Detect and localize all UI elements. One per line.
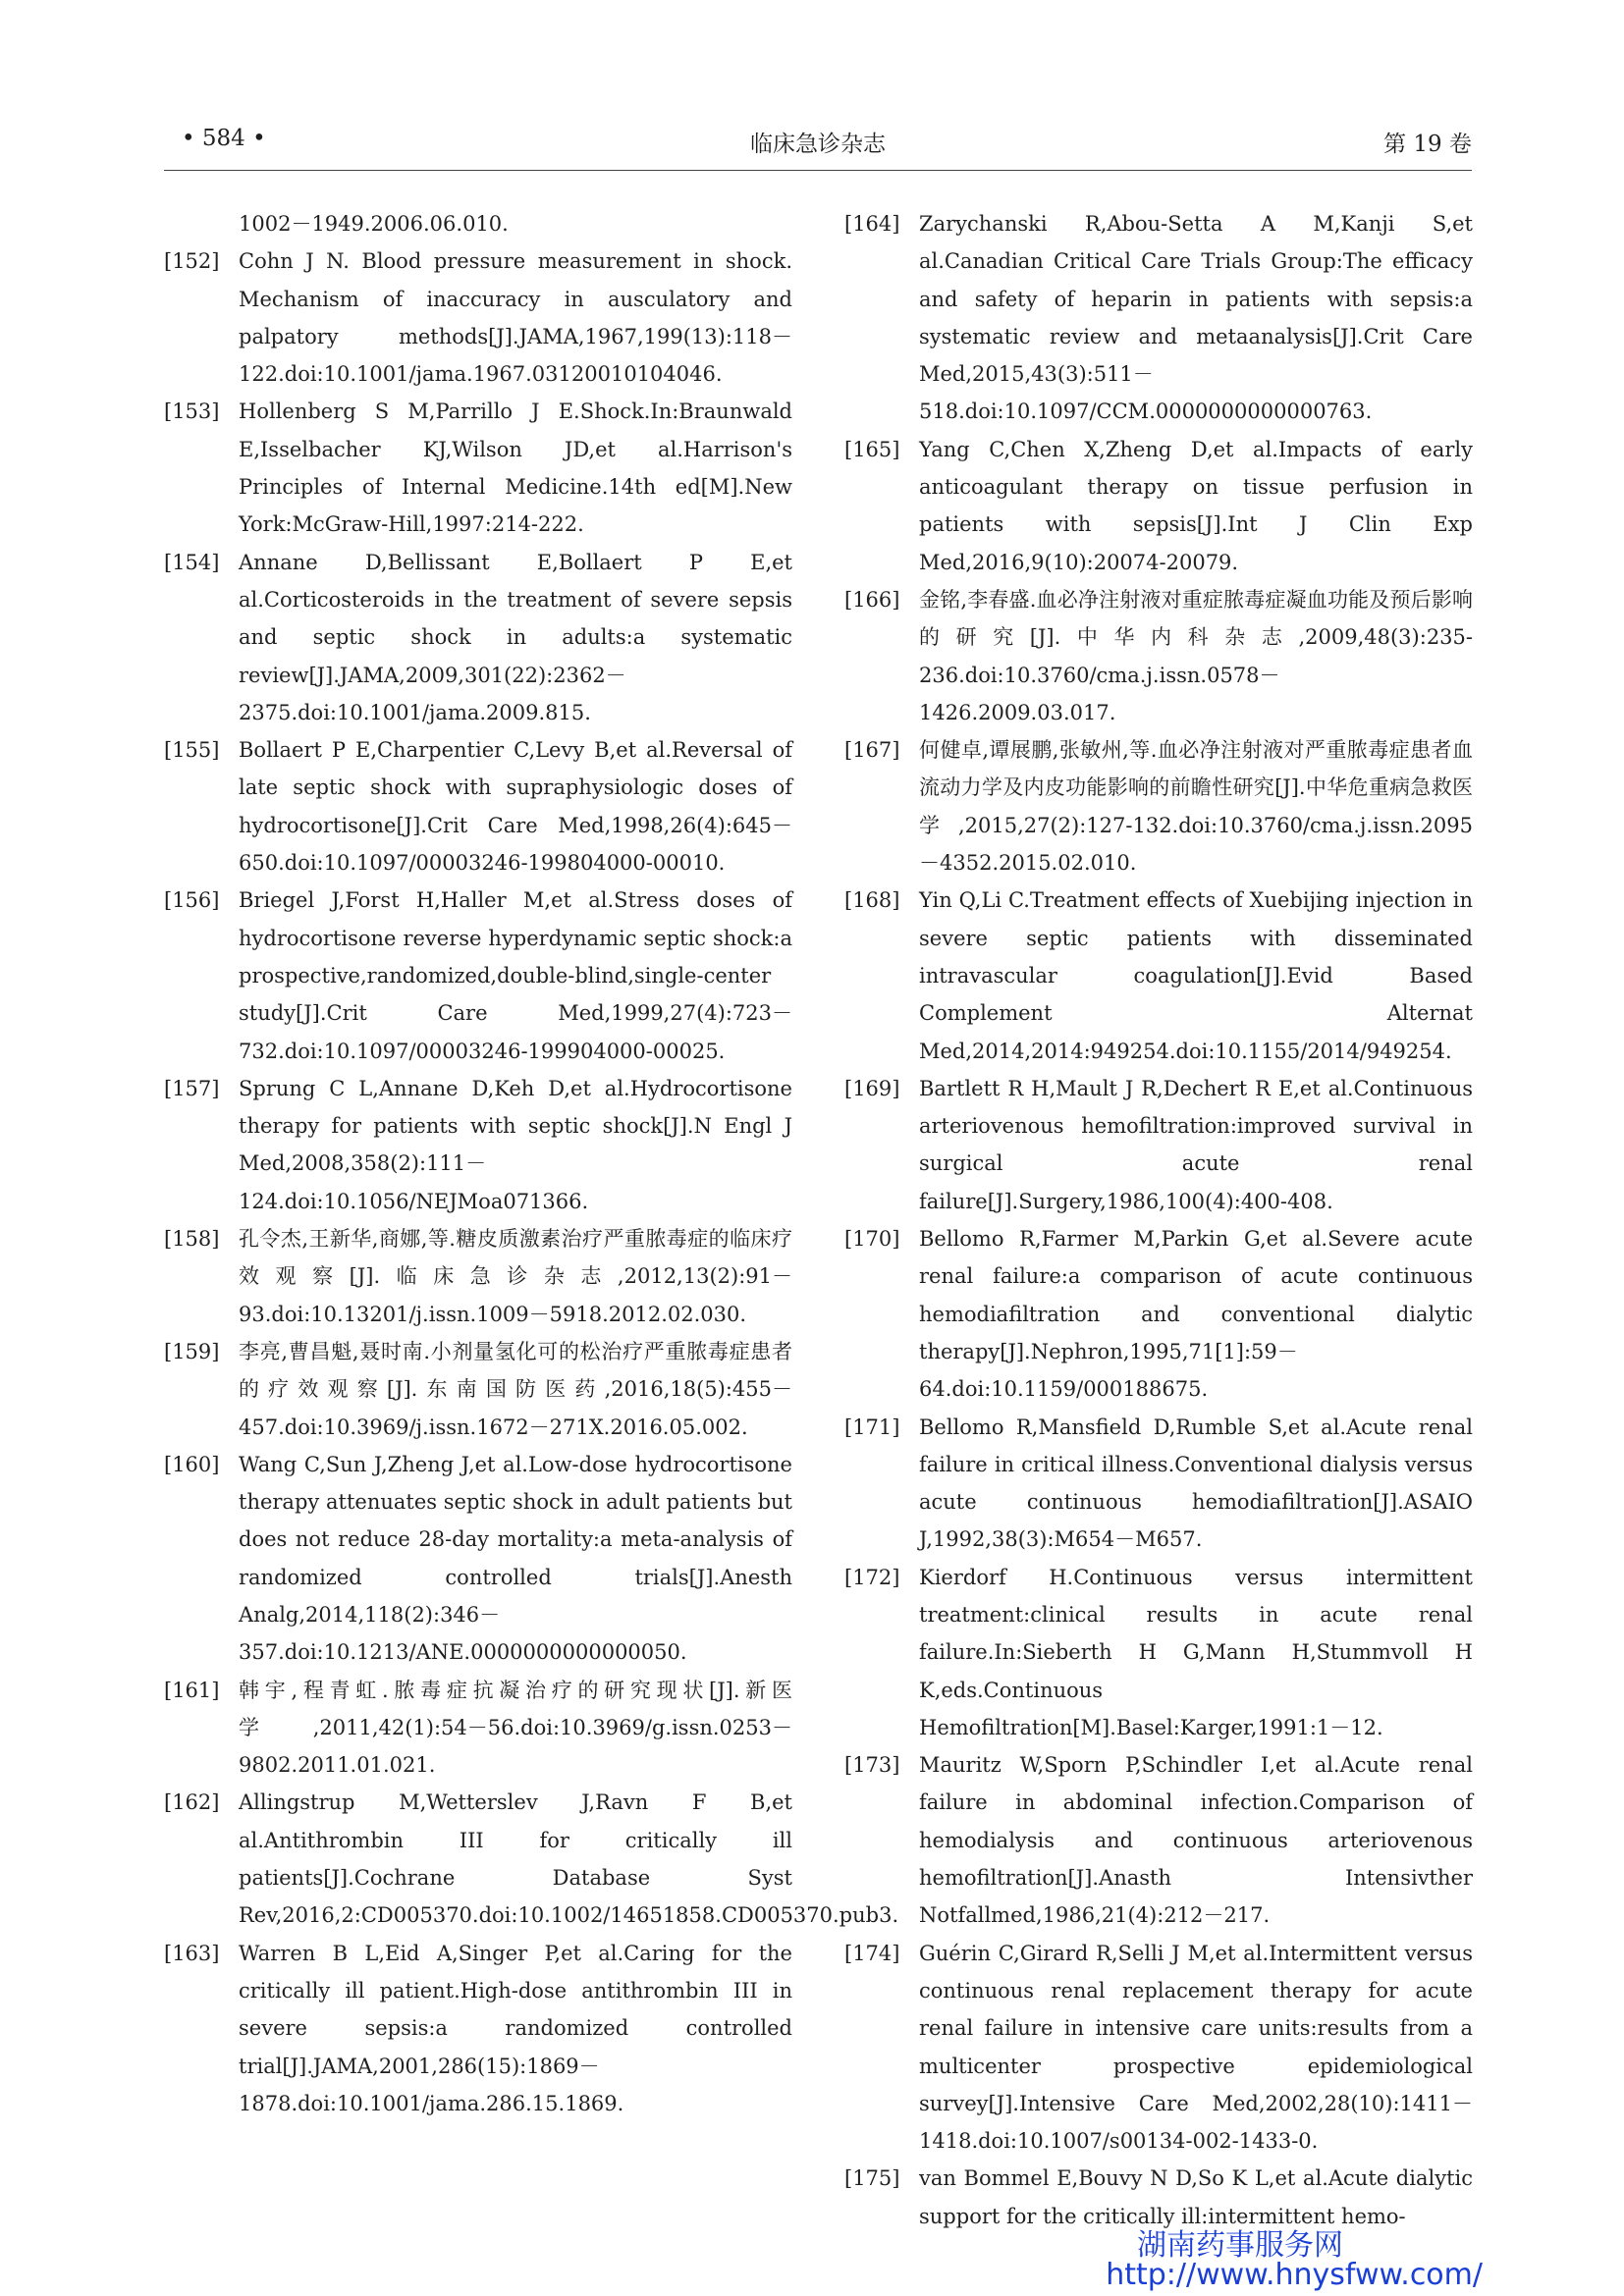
reference-text: 孔令杰,王新华,商娜,等.糖皮质激素治疗严重脓毒症的临床疗效观察[J].临床急诊杂志,2012,13(2):91－93.doi:10.13201/j.issn.1009－5918.2012.02.030. [239,1227,792,1326]
reference-text: van Bommel E,Bouvy N D,So K L,et al.Acute dialytic support for the critically ill:intermittent hemo- [919,2166,1473,2228]
volume-label: 第 19 卷 [1383,132,1472,157]
reference-text: 李亮,曹昌魁,聂时南.小剂量氢化可的松治疗严重脓毒症患者的疗效观察[J].东南国防医药,2016,18(5):455－457.doi:10.3969/j.issn.1672－271X.2016.05.002. [239,1339,792,1439]
reference-entry [164,544,792,731]
page-number: • 584 • [182,126,266,151]
reference-text: Guérin C,Girard R,Selli J M,et al.Intermittent versus continuous renal replacement therapy for acute renal failure in intensive care units:results from a multicenter prospective epidemiological survey[J].Intensive Care Med,2002,28(10):1411－1418.doi:10.1007/s00134-002-1433-0. [919,1941,1473,2154]
reference-number: [157] [164,1076,220,1100]
reference-text: Allingstrup M,Wetterslev J,Ravn F B,et al.Antithrombin III for critically ill patients[J].Cochrane Database Syst Rev,2016,2:CD005370.doi:10.1002/14651858.CD005370.pub3. [239,1790,899,1928]
reference-text: Bollaert P E,Charpentier C,Levy B,et al.Reversal of late septic shock with supraphysiologic doses of hydrocortisone[J].Crit Care Med,1998,26(4):645－650.doi:10.1097/00003246-199804000-00010. [239,738,792,876]
reference-number: [167] [844,738,900,763]
reference-text: Wang C,Sun J,Zheng J,et al.Low-dose hydrocortisone therapy attenuates septic shock in adult patients but does not reduce 28-day mortality:a meta-analysis of randomized controlled trials[J].Anesth Analg,2014,118(2):346－357.doi:10.1213/ANE.0000000000000050. [239,1452,792,1665]
reference-text: Zarychanski R,Abou-Setta A M,Kanji S,et al.Canadian Critical Care Trials Group:The efficacy and safety of heparin in patients with sepsis:a systematic review and metaanalysis[J].Crit Care Med,2015,43(3):511－518.doi:10.1097/CCM.0000000000000763. [919,212,1473,424]
reference-text: Bartlett R H,Mault J R,Dechert R E,et al.Continuous arteriovenous hemofiltration:improved survival in surgical acute renal failure[J].Surgery,1986,100(4):400-408. [919,1076,1473,1213]
reference-entry [164,205,792,242]
reference-entry [164,1070,792,1220]
reference-number: [163] [164,1941,220,1965]
reference-entry [164,242,792,393]
reference-entry [844,1409,1473,1559]
reference-number: [159] [164,1339,220,1363]
reference-number: [152] [164,249,220,274]
reference-entry [844,1070,1473,1220]
reference-text: 何健卓,谭展鹏,张敏州,等.血必净注射液对严重脓毒症患者血流动力学及内皮功能影响的前瞻性研究[J].中华危重病急救医学,2015,27(2):127-132.doi:10.3760/cma.j.issn.2095－4352.2015.02.010. [919,738,1473,876]
reference-number: [168] [844,888,900,913]
reference-entry [844,881,1473,1069]
reference-entry [844,431,1473,581]
reference-text: Cohn J N. Blood pressure measurement in shock. Mechanism of inaccuracy in ausculatory and palpatory methods[J].JAMA,1967,199(13):118－122.doi:10.1001/jama.1967.03120010104046. [239,249,792,387]
reference-text: Briegel J,Forst H,Haller M,et al.Stress doses of hydrocortisone reverse hyperdynamic septic shock:a prospective,randomized,double-blind,single-center study[J].Crit Care Med,1999,27(4):723－732.doi:10.1097/00003246-199904000-00025. [239,888,792,1063]
reference-text: Sprung C L,Annane D,Keh D,et al.Hydrocortisone therapy for patients with septic shock[J].N Engl J Med,2008,358(2):111－124.doi:10.1056/NEJMoa071366. [239,1076,792,1213]
page-header [164,126,1472,165]
reference-number: [172] [844,1565,900,1589]
reference-number: [156] [164,888,220,913]
reference-number: [153] [164,400,220,424]
reference-text: 1002－1949.2006.06.010. [239,212,509,236]
reference-entry [164,731,792,881]
journal-title: 临床急诊杂志 [750,132,886,157]
reference-number: [158] [164,1227,220,1252]
reference-number: [160] [164,1452,220,1476]
right-reference-column [844,205,1473,2235]
reference-entry [844,581,1473,731]
reference-entry [844,731,1473,881]
reference-text: Bellomo R,Mansfield D,Rumble S,et al.Acute renal failure in critical illness.Conventional dialysis versus acute continuous hemodiafiltration[J].ASAIO J,1992,38(3):M654－M657. [919,1415,1473,1552]
reference-number: [173] [844,1753,900,1778]
reference-number: [162] [164,1790,220,1815]
reference-text: Hollenberg S M,Parrillo J E.Shock.In:Braunwald E,Isselbacher KJ,Wilson JD,et al.Harrison's Principles of Internal Medicine.14th ed[M].New York:McGraw-Hill,1997:214-222. [239,400,792,537]
watermark-url[interactable]: http://www.hnysfww.com/ [1106,2258,1483,2292]
reference-number: [165] [844,437,900,461]
reference-text: Bellomo R,Farmer M,Parkin G,et al.Severe acute renal failure:a comparison of acute continuous hemodiafiltration and conventional dialytic therapy[J].Nephron,1995,71[1]:59－64.doi:10.1159/000188675. [919,1227,1473,1402]
reference-entry [164,1220,792,1333]
reference-text: Mauritz W,Sporn P,Schindler I,et al.Acute renal failure in abdominal infection.Comparison of hemodialysis and continuous arteriovenous hemofiltration[J].Anasth Intensivther Notfallmed,1986,21(4):212－217. [919,1753,1473,1928]
reference-entry [164,881,792,1069]
reference-number: [155] [164,738,220,763]
reference-entry [844,1746,1473,1934]
reference-number: [175] [844,2166,900,2191]
reference-entry [844,1935,1473,2161]
reference-number: [161] [164,1678,220,1702]
reference-text: Kierdorf H.Continuous versus intermittent treatment:clinical results in acute renal failure.In:Sieberth H G,Mann H,Stummvoll H K,eds.Continuous Hemofiltration[M].Basel:Karger,1991:1－12. [919,1565,1473,1739]
reference-entry [164,1784,899,1934]
reference-entry [164,393,792,543]
reference-number: [154] [164,550,220,574]
reference-number: [174] [844,1941,900,1965]
reference-text: Yin Q,Li C.Treatment effects of Xuebijing injection in severe septic patients with disseminated intravascular coagulation[J].Evid Based Complement Alternat Med,2014,2014:949254.doi:10.1155/2014/949254. [919,888,1473,1063]
reference-number: [164] [844,212,900,236]
reference-entry [844,205,1473,431]
reference-number: [171] [844,1415,900,1439]
reference-entry [844,1220,1473,1408]
reference-entry [164,1935,792,2122]
reference-text: Annane D,Bellissant E,Bollaert P E,et al.Corticosteroids in the treatment of severe sepsis and septic shock in adults:a systematic review[J].JAMA,2009,301(22):2362－2375.doi:10.1001/jama.2009.815. [239,550,792,724]
header-rule [164,170,1472,171]
reference-text: 韩宇,程青虹.脓毒症抗凝治疗的研究现状[J].新医学,2011,42(1):54－56.doi:10.3969/g.issn.0253－9802.2011.01.021. [239,1678,792,1778]
reference-entry [164,1672,792,1785]
reference-entry [844,1559,1473,1746]
reference-number: [170] [844,1227,900,1252]
reference-text: Yang C,Chen X,Zheng D,et al.Impacts of early anticoagulant therapy on tissue perfusion in patients with sepsis[J].Int J Clin Exp Med,2016,9(10):20074-20079. [919,437,1473,574]
reference-text: Warren B L,Eid A,Singer P,et al.Caring for the critically ill patient.High-dose antithrombin III in severe sepsis:a randomized controlled trial[J].JAMA,2001,286(15):1869－1878.doi:10.1001/jama.286.15.1869. [239,1941,792,2115]
reference-entry [164,1446,792,1672]
reference-entry [164,1333,792,1446]
watermark-site-name: 湖南药事服务网 [1137,2228,1343,2263]
reference-text: 金铭,李春盛.血必净注射液对重症脓毒症凝血功能及预后影响的研究[J].中华内科杂志,2009,48(3):235-236.doi:10.3760/cma.j.issn.0578－1426.2009.03.017. [919,587,1473,724]
reference-number: [166] [844,587,900,612]
reference-number: [169] [844,1076,900,1100]
